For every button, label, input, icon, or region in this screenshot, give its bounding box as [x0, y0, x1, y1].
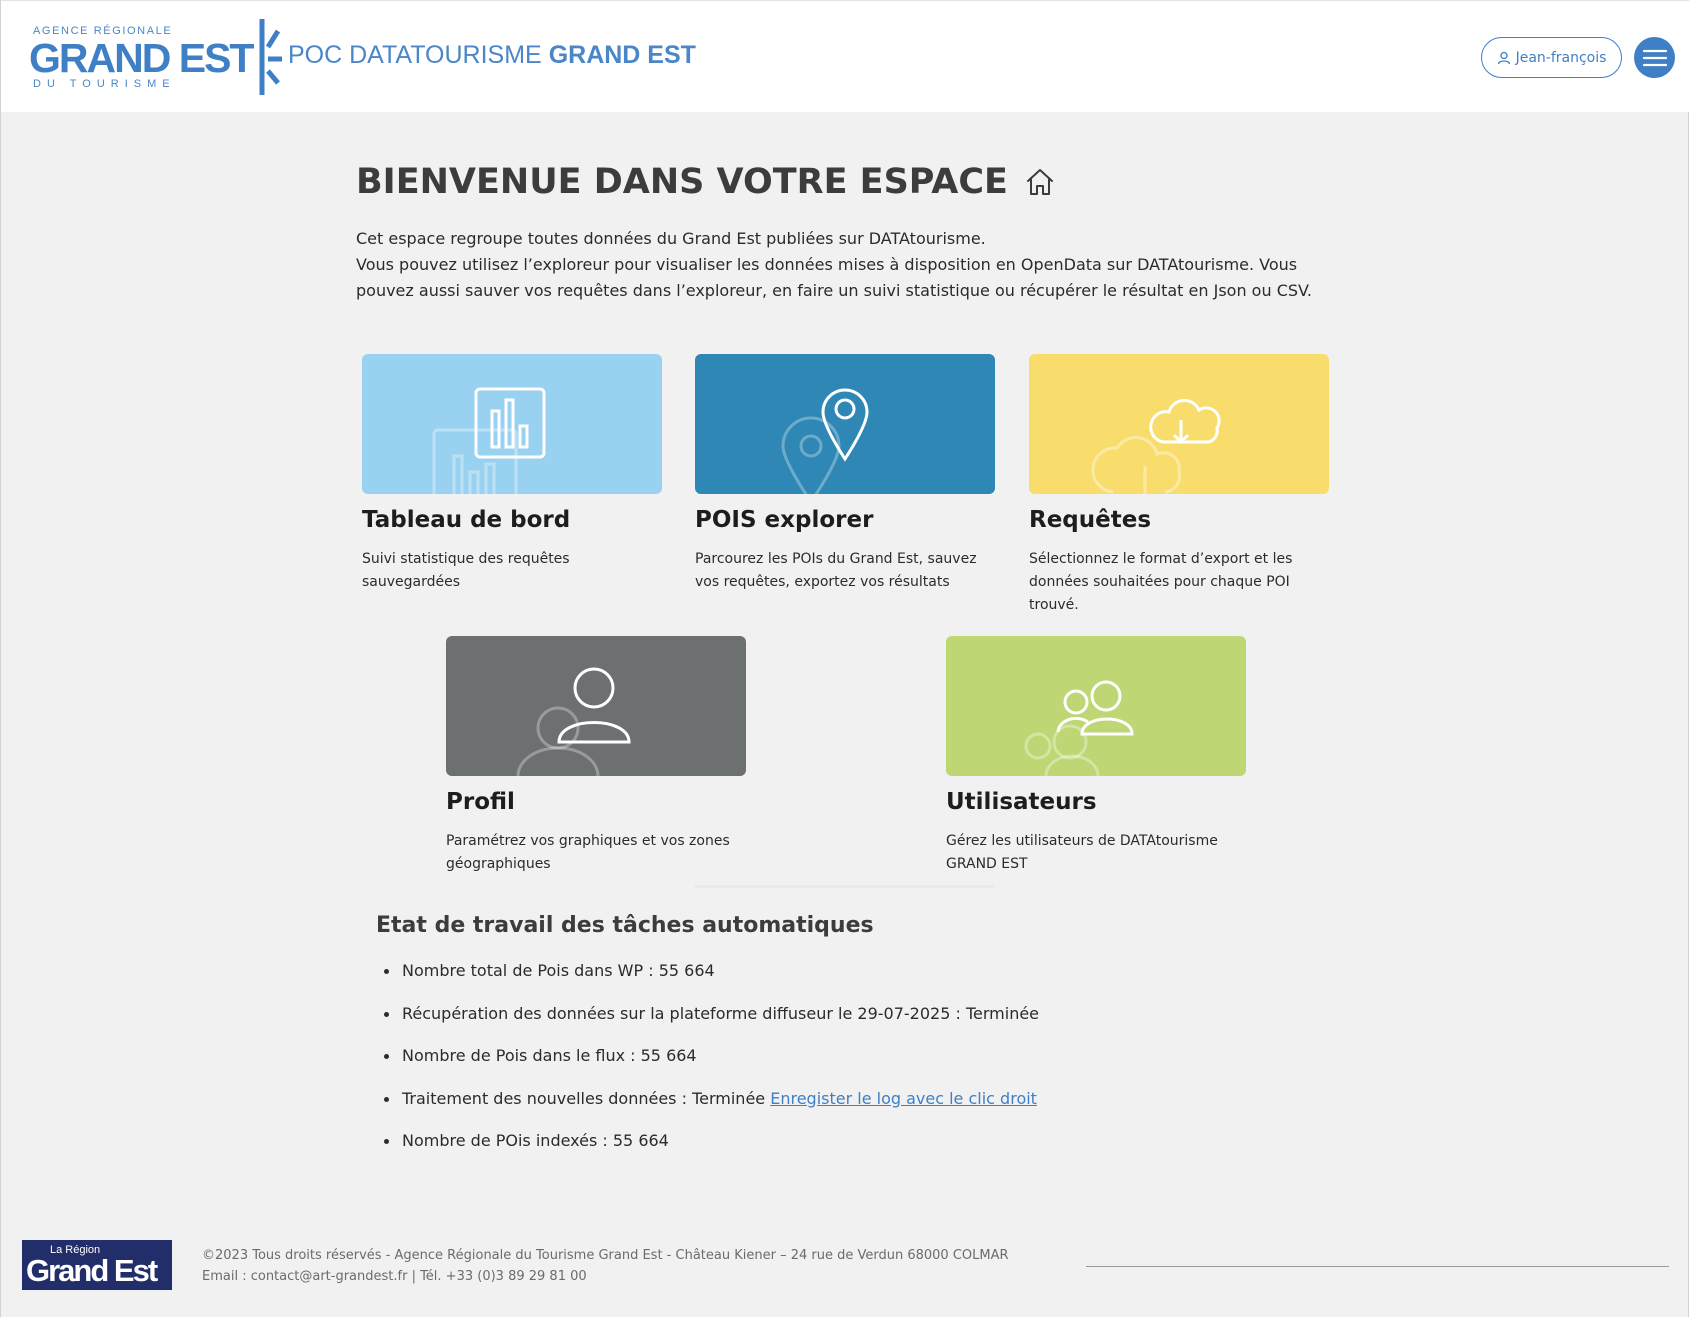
footer-divider [1086, 1266, 1669, 1267]
user-name: Jean-françois [1515, 49, 1607, 66]
footer-contact: Email : contact@art-grandest.fr | Tél. +33 (0)3 89 29 81 00 [202, 1269, 587, 1284]
task-item-total-pois: Nombre total de Pois dans WP : 55 664 [384, 958, 1039, 1001]
task-item-indexes: Nombre de POis indexés : 55 664 [384, 1128, 1039, 1171]
tile-utilisateurs-desc: Gérez les utilisateurs de DATAtourisme GRAND EST [946, 833, 1218, 872]
tile-profil-desc: Paramétrez vos graphiques et vos zones géographiques [446, 833, 730, 872]
logo-rays-icon [242, 17, 282, 97]
region-logo[interactable] [22, 1240, 172, 1290]
tile-dashboard-desc: Suivi statistique des requêtes sauvegardées [362, 551, 570, 590]
region-logo-big: Grand Est [26, 1253, 157, 1288]
hamburger-icon [1643, 49, 1667, 67]
users-icon [946, 636, 1246, 776]
user-icon [446, 636, 746, 776]
logo-line-2: GRAND EST [29, 35, 253, 81]
task-item-recuperation: Récupération des données sur la plateforme diffuseur le 29-07-2025 : Terminée [384, 1001, 1039, 1044]
tile-profil[interactable] [446, 636, 746, 776]
app-title-light: POC DATATOURISME [288, 41, 542, 69]
tile-requetes[interactable] [1029, 354, 1329, 494]
tile-pois-explorer[interactable] [695, 354, 995, 494]
app-title [288, 41, 696, 70]
cloud-download-icon [1029, 354, 1329, 494]
tile-pois-explorer-desc: Parcourez les POIs du Grand Est, sauvez vos requêtes, exportez vos résultats [695, 551, 977, 590]
section-divider [695, 885, 995, 888]
logo-line-3: DU TOURISME [33, 78, 176, 90]
intro-line-2: Vous pouvez utilisez l’exploreur pour visualiser les données mises à disposition en OpenData sur DATAtourisme. Vous pouvez aussi sauver vos requêtes dans l’exploreur, en faire un suivi statistique ou récupérer le résultat en Json ou CSV. [356, 255, 1312, 300]
save-log-link[interactable]: Enregister le log avec le clic droit [770, 1088, 1037, 1108]
tile-dashboard-title[interactable]: Tableau de bord [362, 507, 571, 533]
logo-line-1: AGENCE RÉGIONALE [33, 25, 173, 37]
agency-logo[interactable] [29, 15, 279, 99]
top-header [1, 0, 1689, 112]
intro-line-1: Cet espace regroupe toutes données du Grand Est publiées sur DATAtourisme. [356, 229, 986, 248]
task-item-traitement: Traitement des nouvelles données : Terminée Enregister le log avec le clic droit [384, 1086, 1039, 1129]
page-title-text: BIENVENUE DANS VOTRE ESPACE [356, 162, 1008, 202]
page-title [356, 162, 1056, 202]
map-pin-icon [695, 354, 995, 494]
tile-pois-explorer-title[interactable]: POIS explorer [695, 507, 874, 533]
tile-requetes-title[interactable]: Requêtes [1029, 507, 1152, 533]
tasks-section-title: Etat de travail des tâches automatiques [376, 913, 874, 938]
user-icon [1497, 51, 1511, 65]
menu-button[interactable] [1634, 37, 1675, 78]
user-account-button[interactable] [1481, 37, 1622, 78]
region-logo-small: La Région [50, 1244, 101, 1256]
task-item-flux: Nombre de Pois dans le flux : 55 664 [384, 1043, 1039, 1086]
tile-utilisateurs[interactable] [946, 636, 1246, 776]
home-icon [1024, 166, 1056, 198]
tile-requetes-desc: Sélectionnez le format d’export et les données souhaitées pour chaque POI trouvé. [1029, 551, 1293, 613]
footer-text [202, 1245, 1009, 1287]
tile-utilisateurs-title[interactable]: Utilisateurs [946, 789, 1097, 815]
footer-copyright: ©2023 Tous droits réservés - Agence Régionale du Tourisme Grand Est - Château Kiener – 24 rue de Verdun 68000 COLMAR [202, 1248, 1009, 1263]
chart-icon [362, 354, 662, 494]
tasks-list [384, 958, 1039, 1171]
tile-profil-title[interactable]: Profil [446, 789, 515, 815]
intro-text [356, 226, 1341, 304]
app-title-bold: GRAND EST [548, 41, 696, 69]
tile-dashboard[interactable] [362, 354, 662, 494]
